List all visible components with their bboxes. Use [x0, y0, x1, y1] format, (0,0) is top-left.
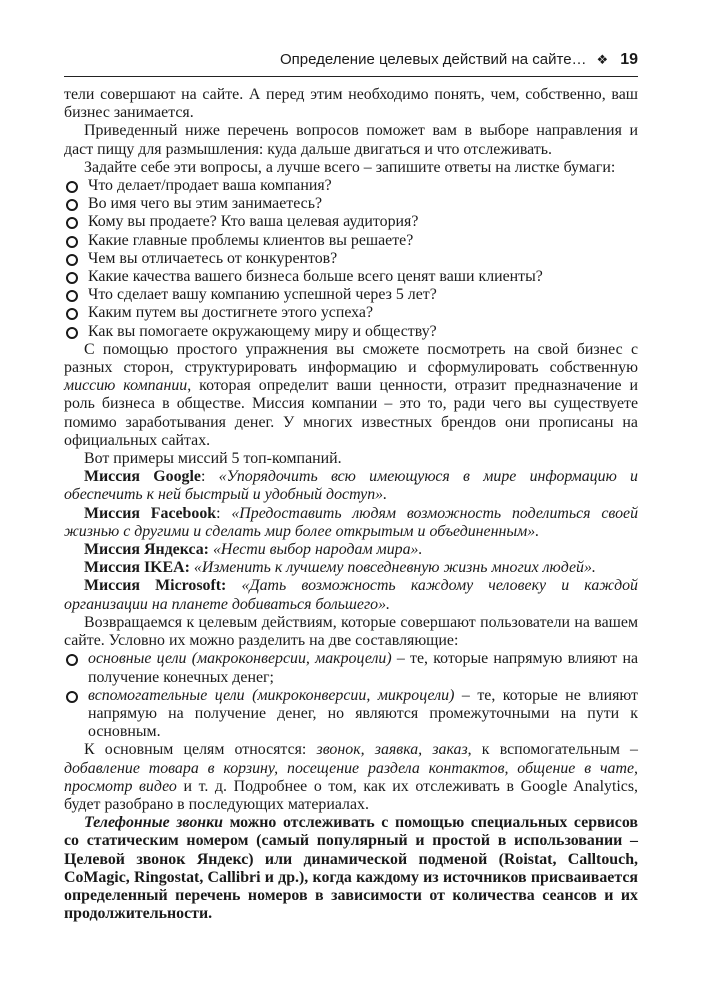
page-number: 19 [620, 51, 638, 68]
mission-facebook: Миссия Facebook: «Предоставить людям возможность поделиться своей жизнью с другими и сделать мир более открытым и объединенным». [64, 504, 639, 540]
list-item: Во имя чего вы этим занимаетесь? [64, 195, 638, 213]
circle-bullet-icon [66, 181, 78, 193]
paragraph-intro: Приведенный ниже перечень вопросов поможет вам в выборе направления и даст пищу для размышления: куда дальше двигаться и что отслеживать. [64, 122, 638, 158]
running-header [64, 50, 638, 77]
circle-bullet-icon [66, 654, 78, 666]
paragraph-goals-intro: Возвращаемся к целевым действиям, которые совершают пользователи на вашем сайте. Условно их можно разделить на две составляющие: [64, 613, 638, 650]
mission-microsoft: Миссия Microsoft: «Дать возможность каждому человеку и каждой организации на планете добиваться большего». [64, 577, 638, 613]
mission-google: Миссия Google: «Упорядочить всю имеющуюся в мире информацию и обеспечить к ней быстрый и удобный доступ». [64, 468, 638, 504]
circle-bullet-icon [66, 272, 78, 284]
list-item: Какие качества вашего бизнеса больше всего ценят ваши клиенты? [64, 268, 638, 286]
list-item: Чем вы отличаетесь от конкурентов? [64, 250, 638, 268]
paragraph-ask: Задайте себе эти вопросы, а лучше всего – запишите ответы на листке бумаги: [84, 158, 616, 176]
paragraph-examples: Вот примеры миссий 5 топ-компаний. [84, 450, 342, 468]
list-item: Какие главные проблемы клиентов вы решаете? [64, 232, 638, 250]
circle-bullet-icon [66, 217, 78, 229]
circle-bullet-icon [66, 254, 78, 266]
circle-bullet-icon [66, 308, 78, 320]
circle-bullet-icon [66, 327, 78, 339]
mission-yandex: Миссия Яндекса: «Нести выбор народам мира». [84, 541, 423, 559]
questions-list [64, 177, 638, 341]
list-item: Что делает/продает ваша компания? [64, 177, 638, 195]
goals-list [64, 650, 638, 741]
list-item: Каким путем вы достигнете этого успеха? [64, 304, 638, 322]
body-text [64, 86, 638, 923]
circle-bullet-icon [66, 236, 78, 248]
mission-ikea: Миссия IKEA: «Изменить к лучшему повседневную жизнь многих людей». [84, 559, 596, 577]
list-item: основные цели (макроконверсии, макроцели) – те, которые напрямую влияют на получение конечных денег; [64, 650, 638, 686]
paragraph-goals-examples: К основным целям относятся: звонок, заявка, заказ, к вспомогательным – добавление товара в корзину, посещение раздела контактов, общение в чате, просмотр видео и т. д. Подробнее о том, как их отслеживать в Google Analytics, будет разобрано в последующих материалах. [64, 741, 638, 813]
paragraph-phone-calls: Телефонные звонки можно отслеживать с помощью специальных сервисов со статическим номером (самый популярный и простой в использовании – Целевой звонок Яндекс) или динамической подменой (Roistat, Calltouch, CoMagic, Ringostat, Callibri и др.), когда каждому из источников присваивается определенный перечень номеров в зависимости от количества сеансов и их продолжительности. [64, 814, 638, 923]
paragraph-mission: С помощью простого упражнения вы сможете посмотреть на свой бизнес с разных сторон, структурировать информацию и сформулировать собственную миссию компании, которая определит ваши ценности, отразит предназначение и роль бизнеса в обществе. Миссия компании – это то, ради чего вы существуете помимо заработывания денег. У многих известных брендов они прописаны на официальных сайтах. [64, 340, 638, 449]
circle-bullet-icon [66, 691, 78, 703]
list-item: Как вы помогаете окружающему миру и обществу? [64, 323, 638, 341]
ornament-icon: ❖ [596, 52, 609, 67]
list-item: Кому вы продаете? Кто ваша целевая аудитория? [64, 213, 638, 231]
circle-bullet-icon [66, 199, 78, 211]
list-item: Что сделает вашу компанию успешной через 5 лет? [64, 286, 638, 304]
list-item: вспомогательные цели (микроконверсии, микроцели) – те, которые не влияют напрямую на получение денег, но являются промежуточными на пути к основным. [64, 687, 638, 742]
header-title: Определение целевых действий на сайте… [279, 51, 587, 68]
paragraph-continuation: тели совершают на сайте. А перед этим необходимо понять, чем, собственно, ваш бизнес занимается. [64, 86, 638, 122]
circle-bullet-icon [66, 290, 78, 302]
